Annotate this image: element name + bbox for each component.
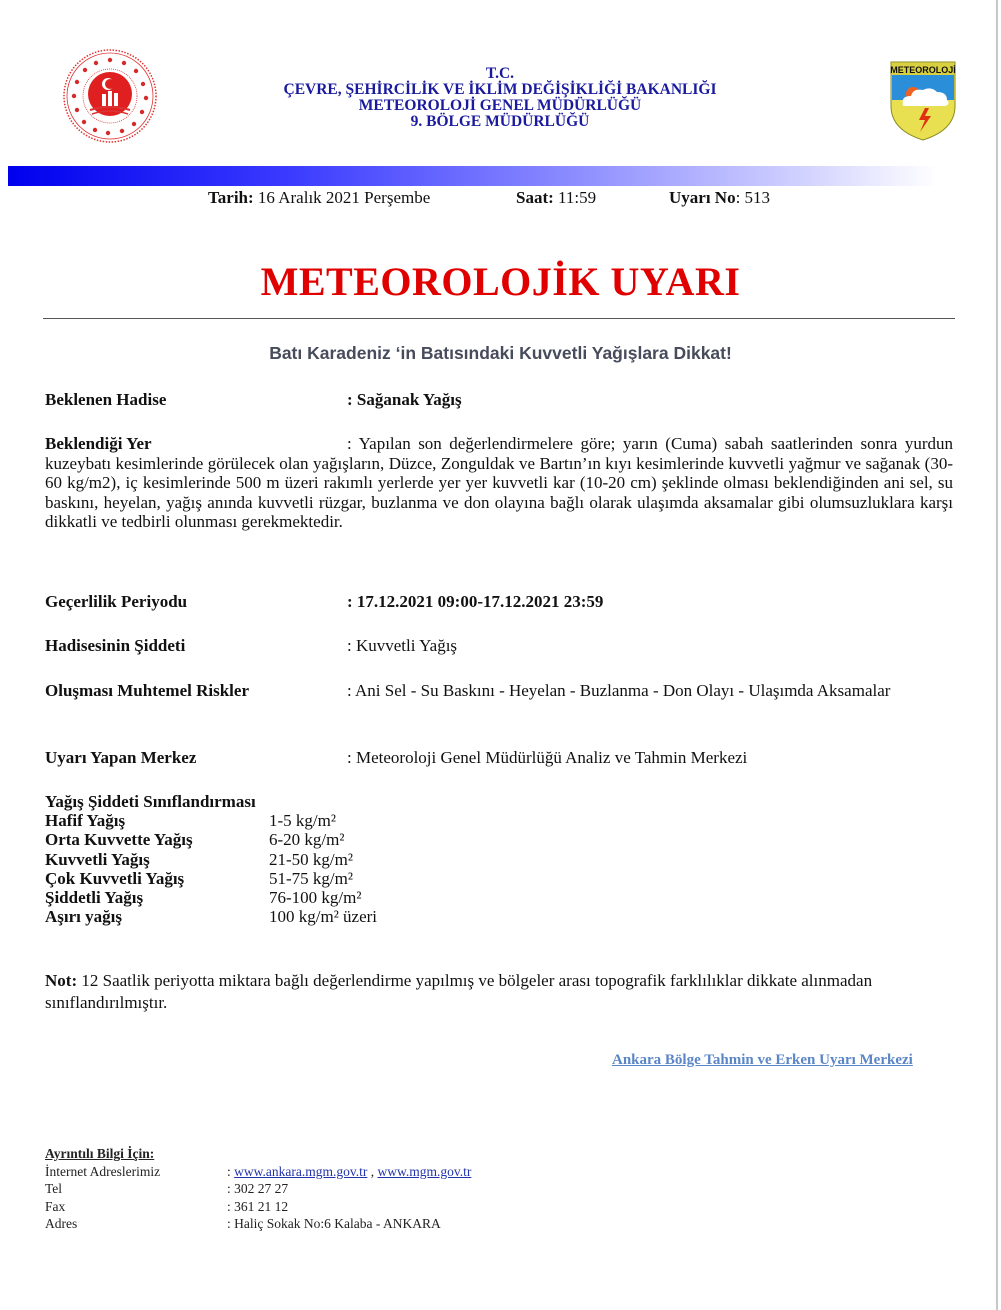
time-field [516,188,596,208]
warning-number-field [669,188,770,208]
field-value: : 17.12.2021 09:00-17.12.2021 23:59 [347,592,604,611]
contact-row-fax [45,1198,289,1216]
org-line-region: 9. BÖLGE MÜDÜRLÜĞÜ [410,113,590,130]
class-name: Kuvvetli Yağış [45,849,150,869]
link-separator: , [367,1163,378,1179]
field-value: : Ani Sel - Su Baskını - Heyelan - Buzlanma - Don Olayı - Ulaşımda Aksamalar [347,681,891,700]
class-name: Orta Kuvvette Yağış [45,830,193,850]
time-label: Saat: [516,188,554,207]
org-line-ministry: ÇEVRE, ŞEHİRCİLİK VE İKLİM DEĞİŞİKLİĞİ BAKANLIĞI [283,81,717,98]
contact-value: : Haliç Sokak No:6 Kalaba - ANKARA [227,1216,441,1231]
org-line-tc: T.C. [485,65,515,82]
class-value: 1-5 kg/m² [269,811,336,831]
regional-center-link[interactable]: Ankara Bölge Tahmin ve Erken Uyarı Merkezi [612,1052,913,1068]
field-expected-location [45,434,953,532]
class-value: 76-100 kg/m² [269,887,362,907]
organization-header [200,66,800,130]
page-title: METEOROLOJİK UYARI [260,259,741,304]
warning-number-value: : 513 [735,188,771,207]
date-label: Tarih: [208,188,254,207]
class-value: 6-20 kg/m² [269,830,345,850]
note-text: 12 Saatlik periyotta miktara bağlı değerlendirme yapılmış ve bölgeler arası topografik farklılıklar dikkate alınmadan sınıflandırılmıştır. [45,971,873,1012]
classification-row [45,849,353,869]
class-value: 100 kg/m² üzeri [269,907,378,927]
ministry-emblem-icon [62,48,158,144]
contact-label: Tel [45,1181,63,1196]
class-name: Şiddetli Yağış [45,887,144,907]
field-value: : Sağanak Yağış [347,390,462,409]
time-value: 11:59 [553,188,597,207]
contact-row-tel [45,1180,289,1198]
svg-text:METEOROLOJİ: METEOROLOJİ [890,65,956,75]
field-label: Hadisesinin Şiddeti [45,636,186,655]
class-value: 51-75 kg/m² [269,868,353,888]
precipitation-classification [45,792,378,927]
date-value: 16 Aralık 2021 Perşembe [253,188,431,207]
warning-number-label: Uyarı No [669,188,736,207]
contact-value: : 361 21 12 [227,1198,289,1214]
title-divider [43,318,955,319]
class-value: 21-50 kg/m² [269,849,353,869]
contact-label: Fax [45,1198,66,1214]
field-label: Oluşması Muhtemel Riskler [45,681,249,700]
date-field [208,188,430,208]
warning-meta [0,188,1001,210]
classification-row [45,811,336,831]
classification-row [45,868,353,888]
class-name: Çok Kuvvetli Yağış [45,868,185,888]
org-line-directorate: METEOROLOJİ GENEL MÜDÜRLÜĞÜ [358,97,642,114]
contact-row-address [45,1215,441,1233]
contact-value: : 302 27 27 [227,1181,289,1196]
field-label: Uyarı Yapan Merkez [45,748,197,767]
classification-row [45,907,378,927]
contact-label: İnternet Adreslerimiz [45,1163,161,1179]
field-label: Geçerlilik Periyodu [45,592,188,611]
warning-subtitle: Batı Karadeniz ‘in Batısındaki Kuvvetli Yağışlara Dikkat! [269,343,732,363]
field-label: Beklendiği Yer [45,434,152,453]
classification-note [45,970,955,1014]
note-label: Not: [45,971,78,990]
ankara-website-link[interactable]: www.ankara.mgm.gov.tr [234,1163,368,1179]
header-gradient-bar [8,166,938,186]
field-value: : Kuvvetli Yağış [347,636,458,655]
contact-value [227,1163,471,1181]
mgm-website-link[interactable]: www.mgm.gov.tr [377,1163,472,1179]
separator-colon: : [227,1163,235,1179]
field-value: : Yapılan son değerlendirmelere göre; yarın (Cuma) sabah saatlerinden sonra yurdun kuzeybatı kesimlerinde görülecek olan yağışların, Düzce, Zonguldak ve Bartın’ın kıyı kesimlerinde kuvvetli yağmur ve sağanak (30-60 kg/m2), iç kesimlerinde 500 m üzeri rakımlı yerlerde yer yer kuvvetli kar (10-20 cm) şeklinde olması beklendiğinden ani sel, su baskını, heyelan, yağış anında kuvvetli rüzgar, buzlanma ve don olayına bağlı olarak ulaşımda aksamalar gibi olumsuzluklara karşı dikkatli ve tedbirli olunması gerekmektedir. [45,434,953,532]
contact-heading: Ayrıntılı Bilgi İçin: [45,1146,155,1161]
classification-row [45,830,345,850]
class-name: Hafif Yağış [45,811,126,831]
contact-label: Adres [45,1216,78,1231]
meteoroloji-shield-icon [889,60,957,142]
field-label: Beklenen Hadise [45,390,167,409]
classification-title: Yağış Şiddeti Sınıflandırması [45,792,256,811]
contact-row-internet [45,1163,472,1181]
contact-info [45,1145,472,1233]
class-name: Aşırı yağış [45,907,122,927]
field-value: : Meteoroloji Genel Müdürlüğü Analiz ve Tahmin Merkezi [347,748,748,767]
classification-row [45,887,362,907]
